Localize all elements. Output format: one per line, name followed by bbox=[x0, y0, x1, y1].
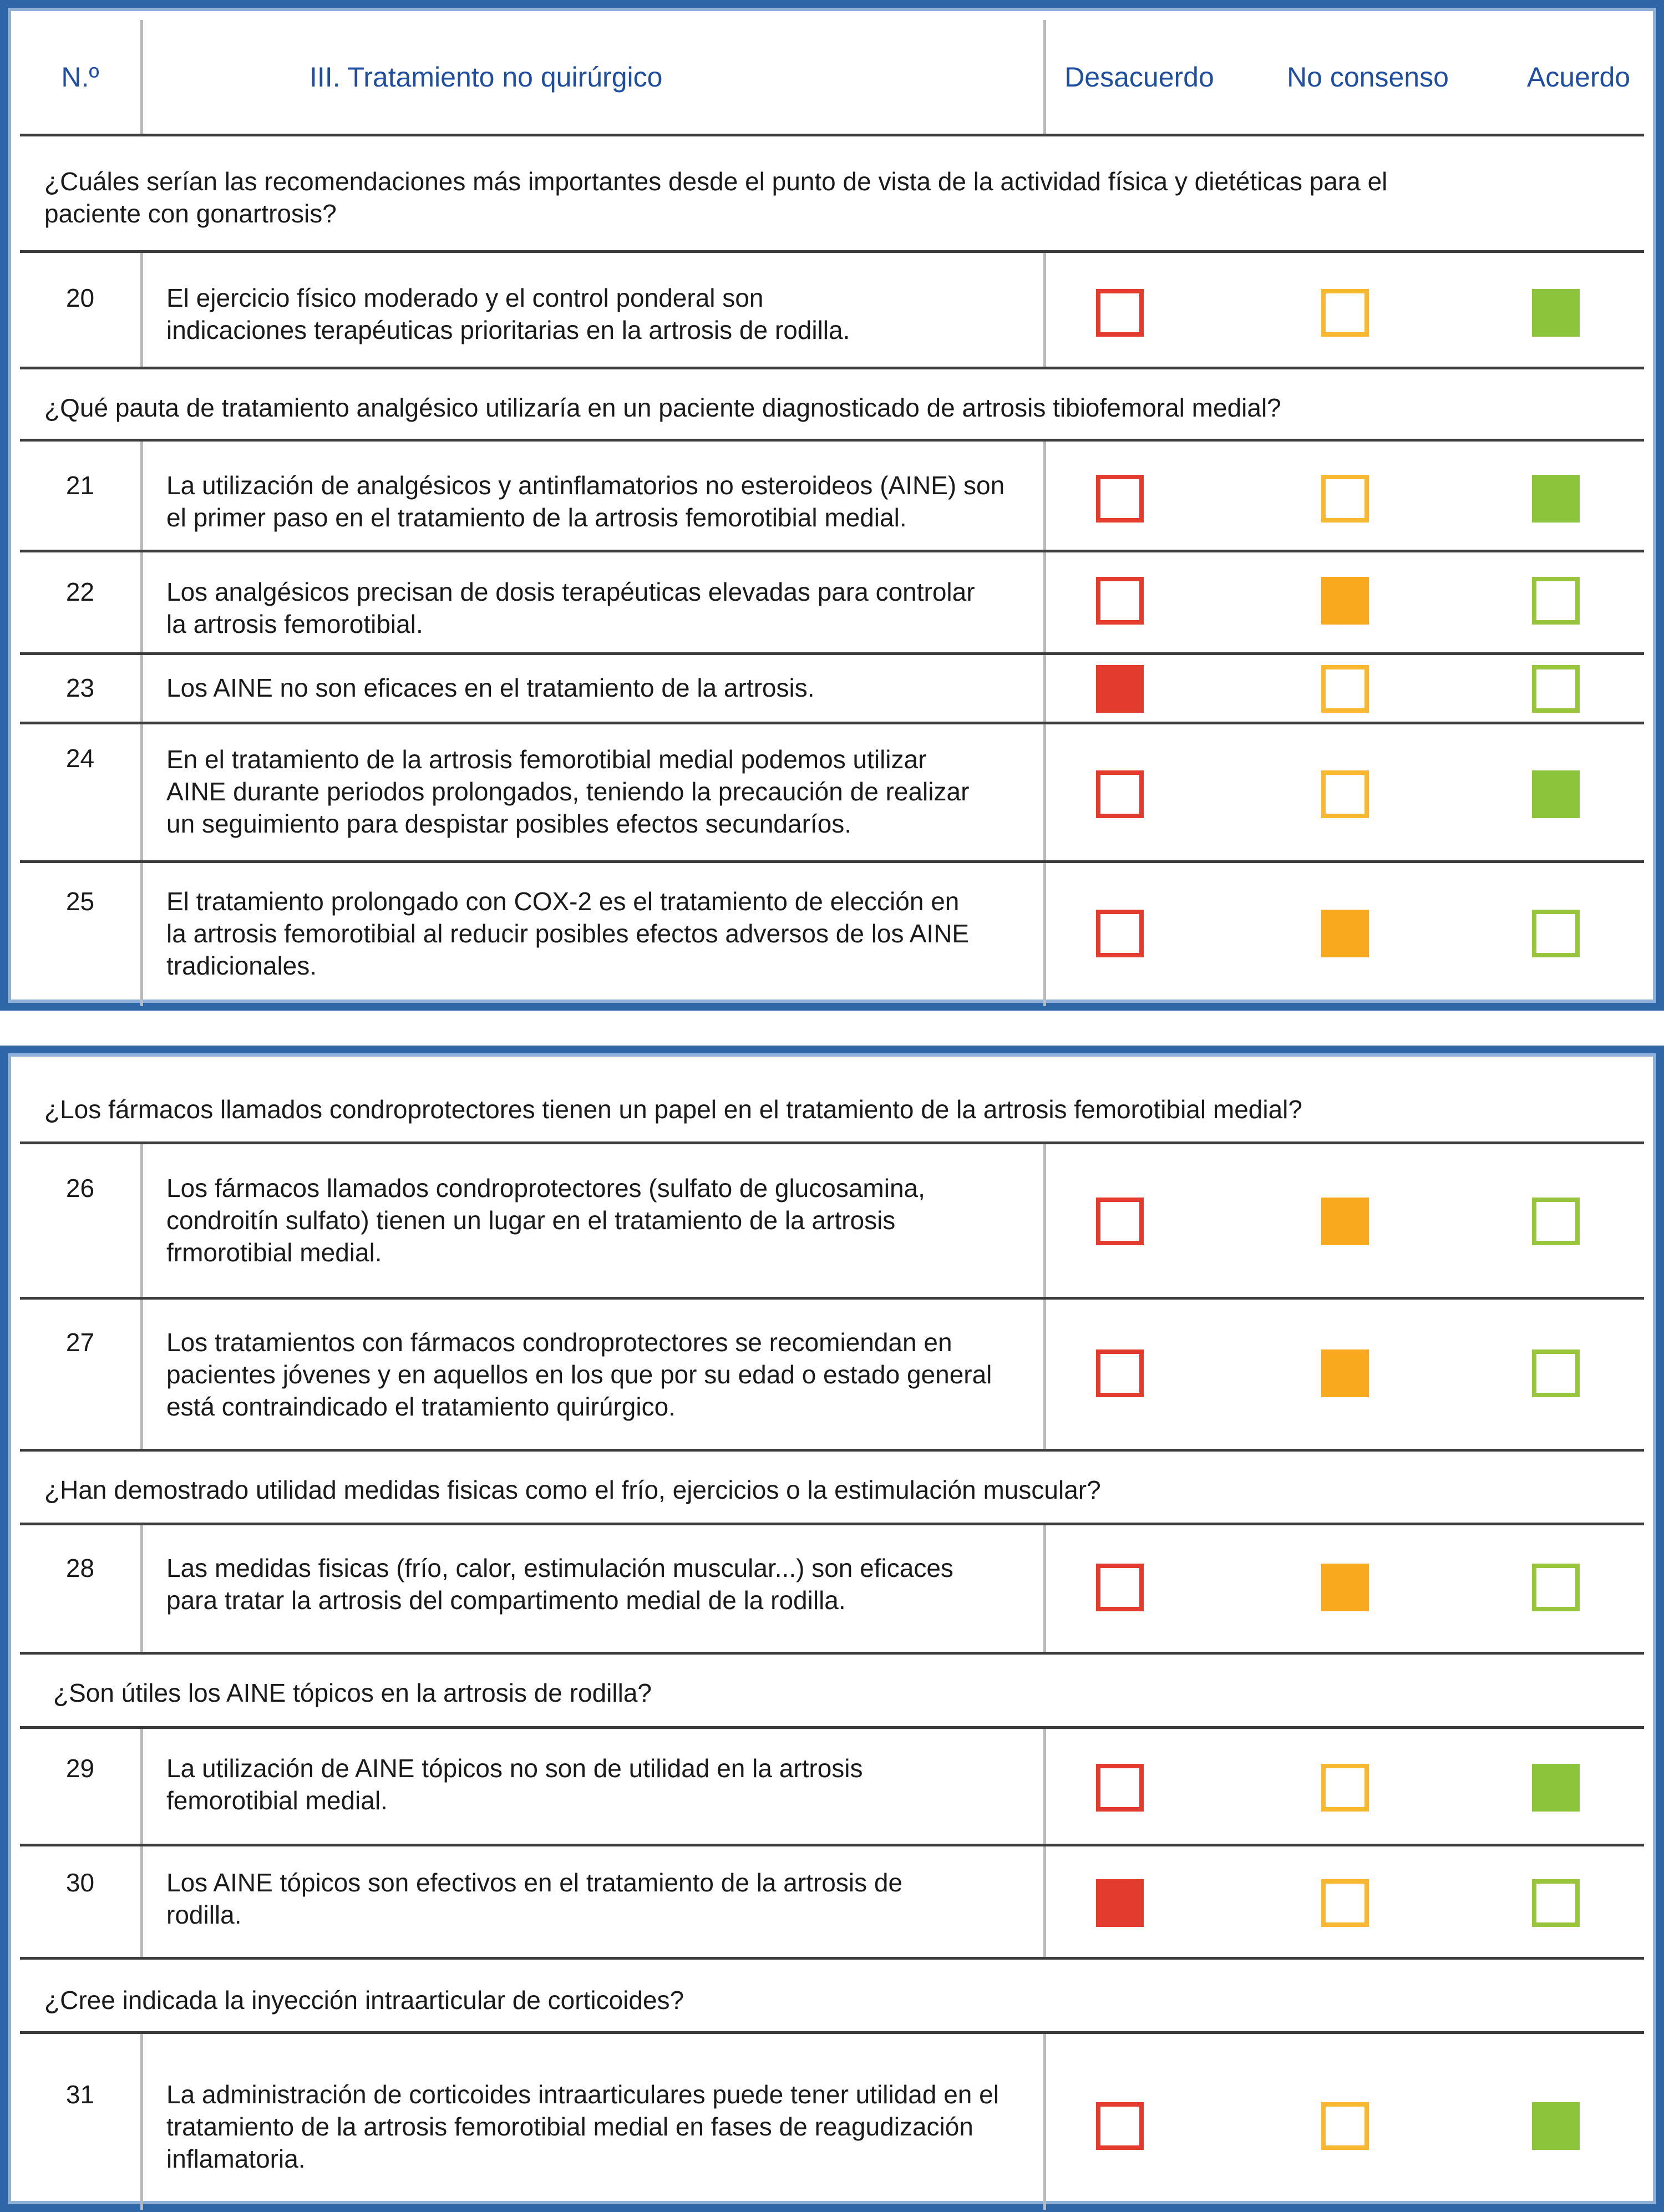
item-text: Los fármacos llamados condroprotectores (sulfato de glucosamina, condroitín sulfato) tienen un lugar en el tratamiento de la artrosis frmorotibial medial. bbox=[143, 1144, 1046, 1297]
item-number: 28 bbox=[20, 1525, 143, 1652]
no-consensus-box bbox=[1321, 665, 1369, 713]
item-text: Las medidas fisicas (frío, calor, estimulación muscular...) son eficaces para tratar la artrosis del compartimento medial de la rodilla. bbox=[143, 1525, 1046, 1652]
item-number: 25 bbox=[20, 863, 143, 1006]
agree-box bbox=[1532, 1349, 1580, 1397]
agree-box bbox=[1532, 665, 1580, 713]
agree-box-selected bbox=[1532, 475, 1580, 522]
agree-box bbox=[1532, 1879, 1580, 1927]
item-text: El ejercicio físico moderado y el control ponderal son indicaciones terapéuticas prioritarias en la artrosis de rodilla. bbox=[143, 253, 1046, 367]
agree-box bbox=[1532, 577, 1580, 625]
item-number: 22 bbox=[20, 552, 143, 652]
section-title: III. Tratamiento no quirúrgico bbox=[143, 20, 1046, 134]
table-row bbox=[20, 724, 1644, 863]
question-text: ¿Cuáles serían las recomendaciones más importantes desde el punto de vista de la actividad física y dietéticas para el paciente con gonartrosis? bbox=[44, 167, 1388, 228]
item-text: La administración de corticoides intraarticulares puede tener utilidad en el tratamiento de la artrosis femorotibial medial en fases de reagudización inflamatoria. bbox=[143, 2034, 1046, 2210]
item-text: La utilización de AINE tópicos no son de utilidad en la artrosis femorotibial medial. bbox=[143, 1729, 1046, 1844]
table-row bbox=[20, 1729, 1644, 1846]
disagree-box bbox=[1096, 2102, 1144, 2150]
agree-box-selected bbox=[1532, 2102, 1580, 2150]
question-text: ¿Cree indicada la inyección intraarticular de corticoides? bbox=[44, 1986, 684, 2015]
agree-box-selected bbox=[1532, 289, 1580, 337]
item-number: 20 bbox=[20, 253, 143, 367]
item-number: 21 bbox=[20, 442, 143, 550]
table-row bbox=[20, 552, 1644, 655]
item-text: La utilización de analgésicos y antinflamatorios no esteroideos (AINE) son el primer paso en el tratamiento de la artrosis femorotibial medial. bbox=[143, 442, 1046, 550]
disagree-box bbox=[1096, 1349, 1144, 1397]
table-row bbox=[20, 1846, 1644, 1960]
table-row bbox=[20, 1144, 1644, 1300]
table-panel-2 bbox=[0, 1046, 1664, 2212]
item-number: 23 bbox=[20, 655, 143, 722]
question-row bbox=[20, 1655, 1644, 1729]
disagree-box-selected bbox=[1096, 665, 1144, 713]
disagree-box bbox=[1096, 577, 1144, 625]
no-consensus-box-selected bbox=[1321, 577, 1369, 625]
disagree-box bbox=[1096, 910, 1144, 957]
item-number: 26 bbox=[20, 1144, 143, 1297]
no-consensus-box bbox=[1321, 770, 1369, 818]
num-column-header: N.º bbox=[20, 20, 143, 134]
disagree-column-header: Desacuerdo bbox=[1064, 62, 1214, 93]
item-text: Los AINE no son eficaces en el tratamiento de la artrosis. bbox=[143, 655, 1046, 722]
agree-box bbox=[1532, 1198, 1580, 1245]
disagree-box bbox=[1096, 475, 1144, 522]
no-consensus-box bbox=[1321, 2102, 1369, 2150]
item-text: Los tratamientos con fármacos condroprotectores se recomiendan en pacientes jóvenes y en aquellos en los que por su edad o estado general está contraindicado el tratamiento quirúrgico. bbox=[143, 1300, 1046, 1449]
item-number: 31 bbox=[20, 2034, 143, 2210]
question-text: ¿Los fármacos llamados condroprotectores tienen un papel en el tratamiento de la artrosis femorotibial medial? bbox=[44, 1095, 1302, 1124]
no-consensus-box bbox=[1321, 289, 1369, 337]
item-text: El tratamiento prolongado con COX-2 es el tratamiento de elección en la artrosis femorotibial al reducir posibles efectos adversos de los AINE tradicionales. bbox=[143, 863, 1046, 1006]
consensus-table-part-2 bbox=[20, 1066, 1644, 2193]
table-row bbox=[20, 442, 1644, 552]
agree-box bbox=[1532, 910, 1580, 957]
item-number: 24 bbox=[20, 724, 143, 860]
table-row bbox=[20, 253, 1644, 369]
no-consensus-box-selected bbox=[1321, 1198, 1369, 1245]
question-row bbox=[20, 136, 1644, 253]
question-text: ¿Han demostrado utilidad medidas fisicas como el frío, ejercicios o la estimulación muscular? bbox=[44, 1475, 1101, 1504]
agree-box bbox=[1532, 1564, 1580, 1611]
table-row bbox=[20, 1525, 1644, 1655]
question-row bbox=[20, 1066, 1644, 1144]
table-row bbox=[20, 2034, 1644, 2210]
table-header bbox=[20, 20, 1644, 136]
item-number: 27 bbox=[20, 1300, 143, 1449]
disagree-box bbox=[1096, 1198, 1144, 1245]
no-consensus-box-selected bbox=[1321, 1564, 1369, 1611]
question-text: ¿Qué pauta de tratamiento analgésico utilizaría en un paciente diagnosticado de artrosis tibiofemoral medial? bbox=[44, 393, 1281, 422]
item-number: 29 bbox=[20, 1729, 143, 1844]
disagree-box bbox=[1096, 770, 1144, 818]
no-consensus-box bbox=[1321, 1764, 1369, 1812]
question-row bbox=[20, 1452, 1644, 1525]
table-row bbox=[20, 863, 1644, 1006]
disagree-box bbox=[1096, 1564, 1144, 1611]
question-row bbox=[20, 1960, 1644, 2034]
agree-box-selected bbox=[1532, 770, 1580, 818]
item-number: 30 bbox=[20, 1846, 143, 1957]
table-row bbox=[20, 655, 1644, 724]
table-row bbox=[20, 1300, 1644, 1452]
disagree-box bbox=[1096, 1764, 1144, 1812]
question-row bbox=[20, 369, 1644, 442]
agree-column-header: Acuerdo bbox=[1526, 62, 1631, 93]
item-text: En el tratamiento de la artrosis femorotibial medial podemos utilizar AINE durante periodos prolongados, teniendo la precaución de realizar un seguimiento para despistar posibles efectos secundaríos. bbox=[143, 724, 1046, 860]
consensus-table-part-1 bbox=[20, 20, 1644, 991]
item-text: Los analgésicos precisan de dosis terapéuticas elevadas para controlar la artrosis femorotibial. bbox=[143, 552, 1046, 652]
item-text: Los AINE tópicos son efectivos en el tratamiento de la artrosis de rodilla. bbox=[143, 1846, 1046, 1957]
no-consensus-box bbox=[1321, 475, 1369, 522]
question-text: ¿Son útiles los AINE tópicos en la artrosis de rodilla? bbox=[53, 1678, 652, 1707]
no-consensus-box bbox=[1321, 1879, 1369, 1927]
disagree-box-selected bbox=[1096, 1879, 1144, 1927]
no-consensus-box-selected bbox=[1321, 910, 1369, 957]
disagree-box bbox=[1096, 289, 1144, 337]
no-consensus-column-header: No consenso bbox=[1287, 62, 1449, 93]
agree-box-selected bbox=[1532, 1764, 1580, 1812]
no-consensus-box-selected bbox=[1321, 1349, 1369, 1397]
table-panel-1 bbox=[0, 0, 1664, 1011]
